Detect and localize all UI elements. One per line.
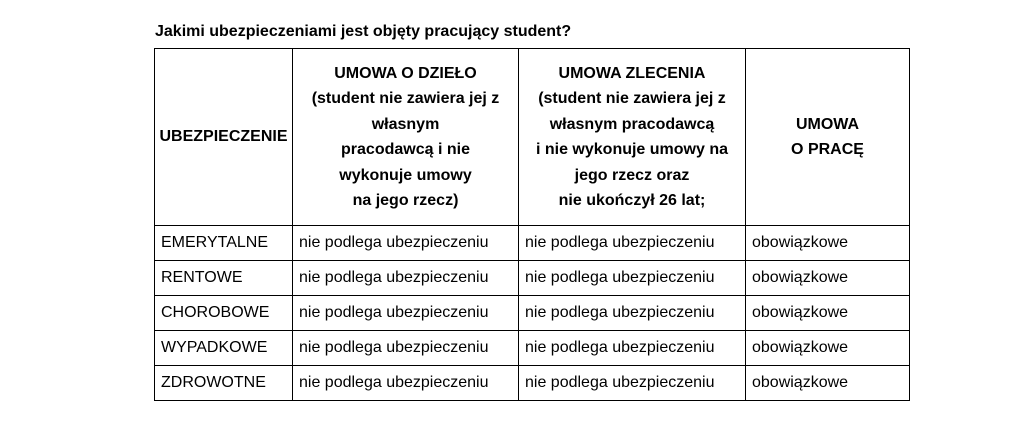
header-umowa-o-prace bbox=[746, 49, 910, 226]
header-line: (student nie zawiera jej z bbox=[311, 90, 500, 107]
table-row bbox=[155, 366, 910, 401]
umowa-o-prace-cell: obowiązkowe bbox=[746, 366, 910, 401]
umowa-o-dzielo-cell: nie podlega ubezpieczeniu bbox=[293, 261, 519, 296]
table-row bbox=[155, 261, 910, 296]
umowa-o-dzielo-cell: nie podlega ubezpieczeniu bbox=[293, 331, 519, 366]
table-row bbox=[155, 331, 910, 366]
header-line: UMOWA O DZIEŁO bbox=[334, 64, 477, 82]
header-line: jego rzecz oraz bbox=[574, 166, 690, 184]
page-title: Jakimi ubezpieczeniami jest objęty pracujący student? bbox=[155, 23, 572, 40]
header-line: i nie wykonuje umowy na bbox=[535, 141, 729, 158]
header-line: nie ukończył 26 lat; bbox=[558, 192, 706, 209]
umowa-o-prace-cell: obowiązkowe bbox=[746, 261, 910, 296]
header-line: własnym bbox=[371, 115, 440, 133]
umowa-o-prace-cell: obowiązkowe bbox=[746, 296, 910, 331]
header-umowa-zlecenia bbox=[519, 49, 746, 226]
insurance-type-cell: CHOROBOWE bbox=[155, 296, 293, 331]
insurance-table bbox=[154, 48, 910, 401]
header-umowa-o-dzielo bbox=[293, 49, 519, 226]
insurance-type-cell: EMERYTALNE bbox=[155, 226, 293, 261]
insurance-type-cell: WYPADKOWE bbox=[155, 331, 293, 366]
umowa-o-dzielo-cell: nie podlega ubezpieczeniu bbox=[293, 226, 519, 261]
umowa-zlecenia-cell: nie podlega ubezpieczeniu bbox=[519, 261, 746, 296]
header-line: O PRACĘ bbox=[791, 141, 864, 158]
umowa-o-prace-cell: obowiązkowe bbox=[746, 331, 910, 366]
header-line: wykonuje umowy bbox=[339, 166, 472, 184]
insurance-type-cell: RENTOWE bbox=[155, 261, 293, 296]
table-header-row bbox=[155, 49, 910, 226]
header-line: UBEZPIECZENIE bbox=[159, 128, 288, 146]
umowa-zlecenia-cell: nie podlega ubezpieczeniu bbox=[519, 226, 746, 261]
umowa-zlecenia-cell: nie podlega ubezpieczeniu bbox=[519, 331, 746, 366]
umowa-zlecenia-cell: nie podlega ubezpieczeniu bbox=[519, 296, 746, 331]
umowa-o-prace-cell: obowiązkowe bbox=[746, 226, 910, 261]
header-line: (student nie zawiera jej z bbox=[538, 90, 726, 107]
insurance-type-cell: ZDROWOTNE bbox=[155, 366, 293, 401]
umowa-zlecenia-cell: nie podlega ubezpieczeniu bbox=[519, 366, 746, 401]
header-line: UMOWA bbox=[795, 115, 860, 133]
umowa-o-dzielo-cell: nie podlega ubezpieczeniu bbox=[293, 366, 519, 401]
header-insurance-type bbox=[155, 49, 293, 226]
umowa-o-dzielo-cell: nie podlega ubezpieczeniu bbox=[293, 296, 519, 331]
table-row bbox=[155, 296, 910, 331]
header-line: UMOWA ZLECENIA bbox=[558, 64, 706, 82]
header-line: pracodawcą i nie bbox=[341, 141, 470, 158]
header-line: własnym pracodawcą bbox=[549, 115, 715, 133]
header-line: na jego rzecz) bbox=[352, 192, 459, 209]
table-row bbox=[155, 226, 910, 261]
